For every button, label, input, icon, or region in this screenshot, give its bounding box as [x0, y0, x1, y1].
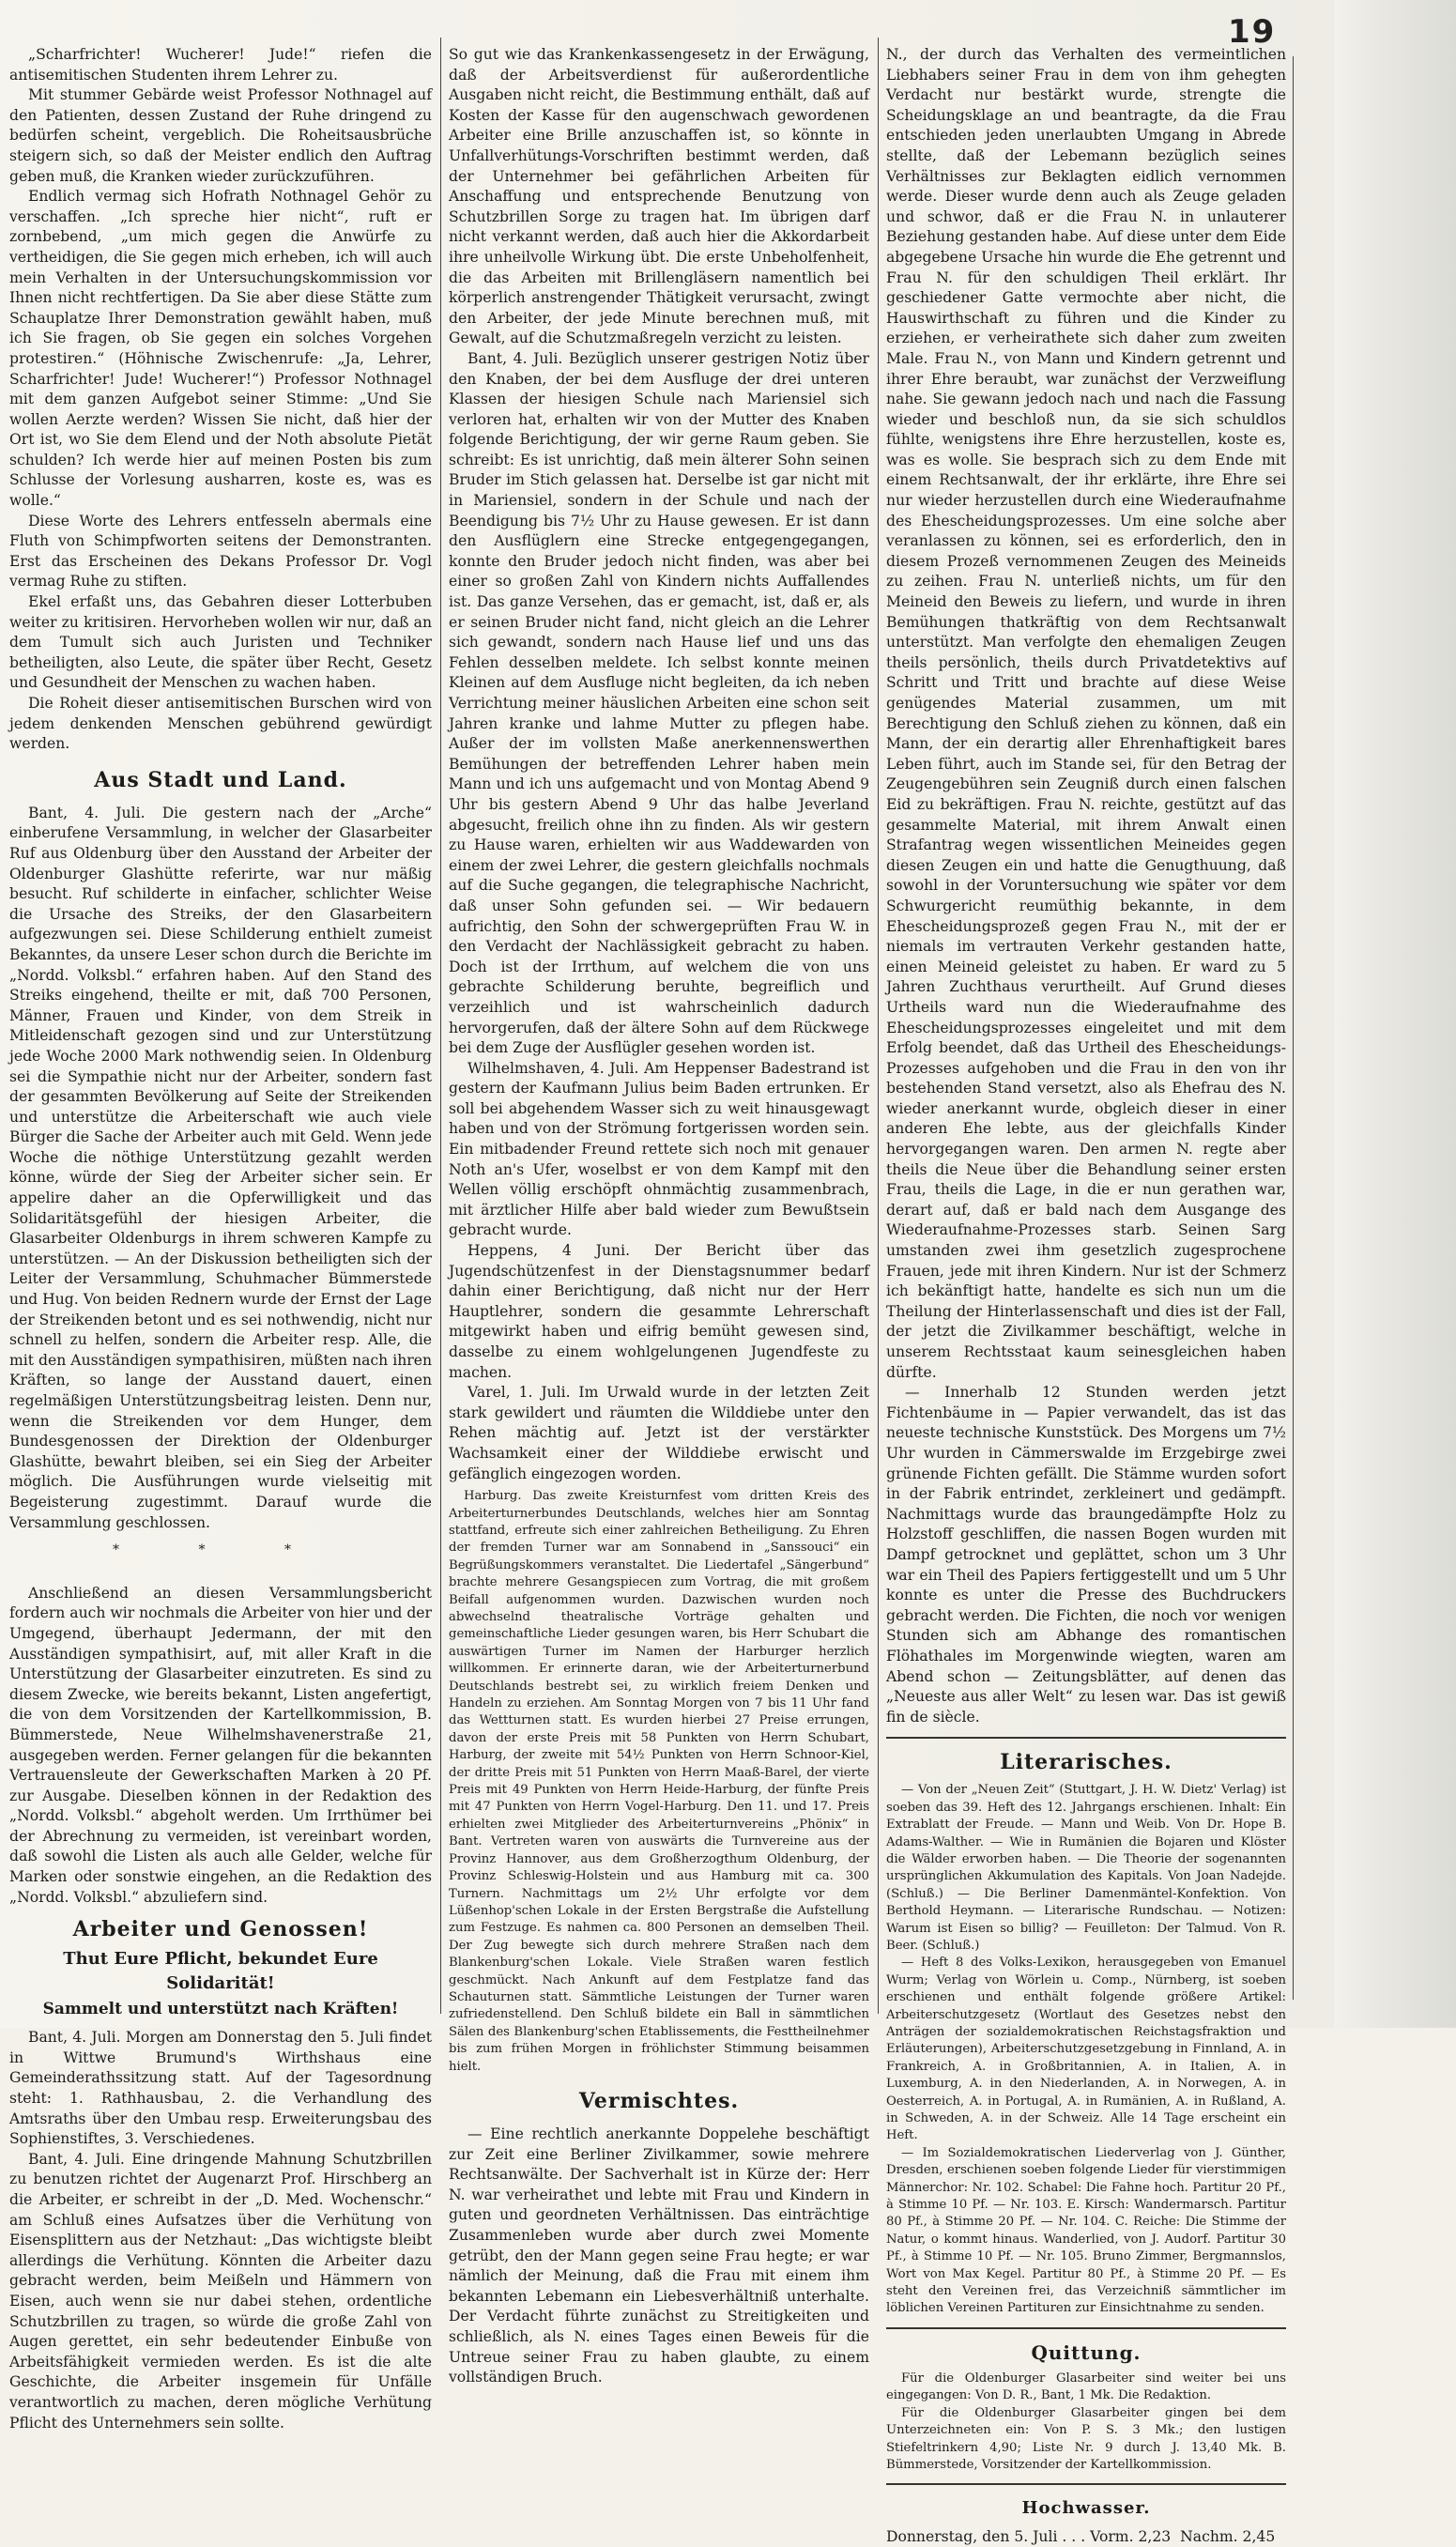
column-1 — [9, 45, 432, 2432]
article-paragraph: So gut wie das Krankenkassengesetz in der Erwägung, daß der Arbeitsverdienst für außerordentliche Ausgaben nicht reicht, die Bestimmung enthält, daß auf Kosten der Kasse für den augenschwach gewordenen Arbeiter eine Brille anzuschaffen ist, so könnte in Unfallverhütungs-Vorschriften bestimmt werden, daß der Unternehmer bei gefährlichen Arbeiten für Anschaffung und entsprechende Benutzung von Schutzbrillen Sorge zu tragen hat. Im übrigen darf nicht verkannt werden, daß auch hier die Akkordarbeit ihre unheilvolle Wirkung übt. Die erste Unbeholfenheit, die das Arbeiten mit Brillengläsern namentlich bei körperlich anstrengender Thätigkeit verursacht, zwingt den Arbeiter, der jede Minute berechnen muß, mit Gewalt, auf die Schutzmaßregeln verzicht zu leisten. — [449, 46, 869, 347]
column-3 — [886, 45, 1286, 2546]
article-paragraph: Die Roheit dieser antisemitischen Burschen wird von jedem denkenden Menschen gebührend gewürdigt werden. — [9, 695, 432, 753]
article-paragraph: Mit stummer Gebärde weist Professor Nothnagel auf den Patienten, dessen Zustand der Ruhe dringend zu bedürfen scheint, vergeblich. Die Roheitsausbrüche steigern sich, so daß der Meister endlich den Auftrag geben muß, die Kranken wieder zurückzuführen. — [9, 86, 432, 185]
section-heading-hochwasser: Hochwasser. — [1021, 2498, 1151, 2519]
heading-arbeiter-und-genossen: Arbeiter und Genossen! — [72, 1917, 369, 1942]
article-paragraph: Bant, 4. Juli. Bezüglich unserer gestrigen Notiz über den Knaben, der bei dem Ausfluge der drei unteren Klassen der hiesigen Schule nach Mariensiel sich verloren hat, erhalten wir von der Mutter des Knaben folgende Berichtigung, der wir gerne Raum geben. Sie schreibt: Es ist unrichtig, daß mein älterer Sohn seinen Bruder im Stich gelassen hat. Derselbe ist gar nicht mit in Mariensiel, sondern in der Schule und nach der Beendigung bis 7½ Uhr zu Hause gewesen. Er ist dann den Ausflüglern eine Strecke entgegengegangen, konnte den Bruder jedoch nicht finden, was aber bei einer so großen Zahl von Kindern nichts Auffallendes ist. Das ganze Versehen, das er gemacht, ist, daß er, als er seinen Bruder nicht fand, nicht gleich an die Lehrer sich gewandt, sondern nach Hause lief und uns das Fehlen desselben meldete. Ich selbst konnte meinen Kleinen auf dem Ausfluge nicht begleiten, da ich neben Verrichtung meiner häuslichen Arbeiten eine schon seit Jahren kranke und lahme Mutter zu pflegen habe. Außer der im vollsten Maße anerkennenswerthen Bemühungen der betreffenden Lehrer haben mein Mann und ich uns aufgemacht und von Montag Abend 9 Uhr bis gestern Abend 9 Uhr das halbe Jeverland abgesucht, freilich ohne ihn zu finden. Als wir gestern zu Hause waren, erhielten wir aus Waddewarden von einem der zwei Lehrer, die gestern gleichfalls nochmals auf die Suche gegangen, die telegraphische Nachricht, daß unser Sohn gefunden sei. — Wir bedauern aufrichtig, den Sohn der schwergeprüften Frau W. in den Verdacht der Nachlässigkeit gebracht zu haben. Doch ist der Irrthum, auf welchem die von uns gebrachte Schilderung beruhte, begreiflich und verzeihlich und ist wahrscheinlich dadurch hervorgerufen, daß der ältere Sohn auf dem Rückwege bei dem Zuge der Ausflügler gesehen worden ist. — [449, 349, 869, 1057]
section-heading-quittung: Quittung. — [1031, 2340, 1142, 2364]
column-2 — [449, 45, 869, 2386]
article-paragraph: Heppens, 4 Juni. Der Bericht über das Jugendschützenfest in der Dienstagsnummer bedarf dahin einer Berichtigung, daß nicht nur der Herr Hauptlehrer, sondern die gesammte Lehrerschaft mitgewirkt haben und eifrig bemüht gewesen sind, dasselbe zu einem wohlgelungenen Jugendfeste zu machen. — [449, 1242, 869, 1381]
scan-edge — [1334, 0, 1456, 2028]
article-paragraph-small: Harburg. Das zweite Kreisturnfest vom dritten Kreis des Arbeiterturnerbundes Deutschlands, welches hier am Sonntag stattfand, erfreute sich einer zahlreichen Betheiligung. Zu Ehren der fremden Turner war am Sonnabend in „Sanssouci“ ein Begrüßungskommers veranstaltet. Die Liedertafel „Sängerbund“ brachte mehrere Gesangspiecen zum Vortrag, die mit großem Beifall aufgenommen wurden. Dazwischen wurden noch abwechselnd theatralische Vorträge gehalten und gemeinschaftliche Lieder gesungen waren, bis Herr Schubart die auswärtigen Turner im Namen der Harburger herzlich willkommen. Er erinnerte daran, wie der Arbeiterturnerbund Deutschlands bestrebt sei, zu wirklich freiem Denken und Handeln zu erziehen. Am Sonntag Morgen von 7 bis 11 Uhr fand das Wettturnen statt. Es wurden hierbei 27 Preise errungen, davon der erste Preis mit 58 Punkten von Herrn Schubart, Harburg, der zweite mit 54½ Punkten von Herrn Schnoor-Kiel, der dritte Preis mit 51 Punkten von Herrn Maaß-Barel, der vierte Preis mit 49 Punkten von Herrn Heide-Harburg, der fünfte Preis mit 47 Punkten von Herrn Vogel-Harburg. Den 11. und 17. Preis erhielten zwei Mitglieder des Arbeiterturnvereins „Phönix“ in Bant. Vertreten waren von auswärts die Turnvereine aus der Provinz Hannover, aus dem Großherzogthum Oldenburg, der Provinz Schleswig-Holstein und aus Hamburg mit ca. 300 Turnern. Nachmittags um 2½ Uhr erfolgte vor dem Lüßenhop'schen Lokale in der Ersten Bergstraße die Aufstellung zum Festzuge. Es nahmen ca. 800 Personen an demselben Theil. Der Zug bewegte sich durch mehrere Straßen nach dem Blankenburg'schen Lokale. Viele Straßen waren festlich geschmückt. Nach Ankunft auf dem Festplatze fand das Schauturnen statt. Sämmtliche Leistungen der Turner waren zufriedenstellend. Den Schluß bildete ein Ball in sämmtlichen Sälen des Blankenburg'schen Etablissements, die Festtheilnehmer bis zum frühen Morgen in fröhlichster Stimmung beisammen hielt. — [449, 1489, 869, 2074]
article-paragraph-small: — Heft 8 des Volks-Lexikon, herausgegeben von Emanuel Wurm; Verlag von Wörlein u. Comp., Nürnberg, ist soeben erschienen und enthält folgende größere Artikel: Arbeiterschutzgesetz (Wortlaut des Gesetzes nebst den Anträgen der sozialdemokratischen Reichstagsfraktion und Erläuterungen), Arbeiterschutzgesetzgebung in Finnland, A. in Frankreich, A. in Großbritannien, A. in Italien, A. in Luxemburg, A. in den Niederlanden, A. in Norwegen, A. in Oesterreich, A. in Portugal, A. in Rumänien, A. in Rußland, A. in Schweden, A. in der Schweiz. Alle 14 Tage erscheint ein Heft. — [886, 1956, 1286, 2143]
article-paragraph: „Scharfrichter! Wucherer! Jude!“ riefen die antisemitischen Studenten ihrem Lehrer zu. — [9, 46, 432, 84]
section-heading-literarisches: Literarisches. — [1000, 1750, 1172, 1775]
article-paragraph: Varel, 1. Juli. Im Urwald wurde in der letzten Zeit stark gewildert und räumten die Wilddiebe unter den Rehen mächtig auf. Jetzt ist der verstärkter Wachsamkeit einer der Wilddiebe erwischt und gefänglich eingezogen worden. — [449, 1384, 869, 1482]
article-paragraph-small: — Von der „Neuen Zeit“ (Stuttgart, J. H. W. Dietz' Verlag) ist soeben das 39. Heft des 12. Jahrgangs erschienen. Inhalt: Ein Extrablatt der Freude. — Mann und Weib. Von Dr. Hope B. Adams-Walther. — Wie in Rumänien die Bojaren und Klöster die Wälder erworben haben. — Die Theorie der sogenannten ursprünglichen Akkumulation des Kapitals. Von Joan Nadejde. (Schluß.) — Die Berliner Damenmäntel-Konfektion. Von Berthold Heymann. — Literarische Rundschau. — Notizen: Warum ist Eisen so billig? — Feuilleton: Der Talmud. Von R. Beer. (Schluß.) — [886, 1783, 1286, 1953]
article-paragraph-small: Für die Oldenburger Glasarbeiter sind weiter bei uns eingegangen: Von D. R., Bant, 1 Mk. Die Redaktion. — [886, 2371, 1286, 2403]
page-edge-rule — [1293, 56, 1294, 2000]
appeal-paragraph: Anschließend an diesen Versammlungsbericht fordern auch wir nochmals die Arbeiter von hier und der Umgegend, überhaupt Jedermann, der mit den Ausständigen sympathisirt, auf, mit aller Kraft in die Unterstützung der Glasarbeiter einzutreten. Es sind zu diesem Zwecke, wie bereits bekannt, Listen angefertigt, die von dem Vorsitzenden der Kartellkommission, B. Bümmerstede, Neue Wilhelmshavenerstraße 21, ausgegeben werden. Ferner gelangen für die bekannten Vertrauensleute der Gewerkschaften Marken à 20 Pf. zur Ausgabe. Dieselben können in der Redaktion des „Nordd. Volksbl.“ abgeholt werden. Um Irrthümer bei der Abrechnung zu vermeiden, ist vereinbart worden, daß sowohl die Listen als auch alle Gelder, welche für Marken oder sonstwie eingehen, an die Redaktion des „Nordd. Volksbl.“ abzuliefern sind. — [9, 1584, 432, 1906]
section-separator-stars: * * * — [113, 1542, 329, 1558]
article-paragraph: N., der durch das Verhalten des vermeintlichen Liebhabers seiner Frau in dem von ihm gehegten Verdacht nur bestärkt wurde, strengte die Scheidungsklage an und beantragte, da die Frau entschieden jeden unerlaubten Umgang in Abrede stellte, daß der Lebemann bezüglich seines Verhältnisses zur Beklagten eidlich vernommen werde. Dieser wurde denn auch als Zeuge geladen und schwor, daß er die Frau N. in unlauterer Beziehung gestanden habe. Auf diese unter dem Eide abgegebene Ursache hin wurde die Ehe getrennt und Frau N. für den schuldigen Theil erklärt. Ihr geschiedener Gatte vermochte aber nicht, die Hauswirthschaft zu führen und die Kinder zu erziehen, er verheirathete sich daher zum zweiten Male. Frau N., von Mann und Kindern getrennt und ihrer Ehre beraubt, war zunächst der Verzweiflung nahe. Sie gewann jedoch nach und nach die Fassung wieder und beschloß nun, da sie sich schuldlos fühlte, wenigstens ihre Ehre herzustellen, koste es, was es wolle. Sie besprach sich zu dem Ende mit einem Rechtsanwalt, der ihr erklärte, ihre Ehre sei nur wieder herzustellen durch eine Wiederaufnahme des Ehescheidungsprozesses. Um eine solche aber veranlassen zu können, sei es erforderlich, den in diesem Prozeß vernommenen Zeugen des Meineids zu zeihen. Frau N. unterließ nichts, um für den Meineid den Beweis zu liefern, und wurde in ihren Bemühungen thatkräftig von dem Rechtsanwalt unterstützt. Man verfolgte den ehemaligen Zeugen theils persönlich, theils durch Privatdetektivs auf Schritt und Tritt und brachte auf diese Weise genügendes Material zusammen, um mit Berechtigung den Schluß ziehen zu können, daß ein Mann, der ein derartig aller Ehrenhaftigkeit bares Leben führt, auch im Stande sei, für den Betrag der Zeugengebühren sein Zeugniß durch einen falschen Eid zu bekräftigen. Frau N. reichte, gestützt auf das gesammelte Material, mit ihrem Anwalt einen Strafantrag wegen wissentlichen Meineides gegen diesen Zeugen ein und hatte die Genugthuung, daß sowohl in der Voruntersuchung wie später vor dem Schwurgericht reumüthig bekannte, in dem Ehescheidungsprozeß gegen Frau N., mit der er niemals im vertrauten Verkehr gestanden hatte, einen Meineid geleistet zu haben. Er ward zu 5 Jahren Zuchthaus verurtheilt. Auf Grund dieses Urtheils ward nun die Wiederaufnahme des Ehescheidungsprozesses eingeleitet und mit dem Erfolg beendet, daß das Urtheil des Ehescheidungs-Prozesses aufgehoben und die Frau in den von ihr bestehenden Stand versetzt, also als Ehefrau des N. wieder anerkannt wurde, obgleich dieser in einer anderen Ehe lebte, aus der gleichfalls Kinder hervorgegangen waren. Den armen N. regte aber theils die Neue über die Behandlung seiner ersten Frau, theils die Lage, in die er nun gerathen war, derart auf, daß er bald nach dem Ausgange des Wiederaufnahme-Prozesses starb. Seinen Sarg umstanden zwei ihm gesetzlich zugesprochene Frauen, jede mit ihren Kindern. Nur ist der Schmerz ich bekänftigt hatte, handelte es sich nun um die Theilung der Hinterlassenschaft und dies ist der Fall, der jetzt die Zivilkammer beschäftigt, welche in unserem Rechtsstaat kaum seinesgleichen haben dürfte. — [886, 46, 1286, 1381]
article-paragraph-small: — Im Sozialdemokratischen Liederverlag von J. Günther, Dresden, erschienen soeben folgende Lieder für vierstimmigen Männerchor: Nr. 102. Schabel: Die Fahne hoch. Partitur 20 Pf., à Stimme 10 Pf. — Nr. 103. E. Kirsch: Wandermarsch. Partitur 80 Pf., à Stimme 20 Pf. — Nr. 104. C. Reiche: Die Stimme der Natur, o kommt hinaus. Wanderlied, von J. Audorf. Partitur 30 Pf., à Stimme 10 Pf. — Nr. 105. Bruno Zimmer, Bergmannslos, Wort von Max Kegel. Partitur 80 Pf., à Stimme 20 Pf. — Es steht den Vereinen frei, das Verzeichniß sämmtlicher im löblichen Vereinen Partituren zur Einsichtnahme zu senden. — [886, 2145, 1286, 2316]
article-paragraph: — Eine rechtlich anerkannte Doppelehe beschäftigt zur Zeit eine Berliner Zivilkammer, sowie mehrere Rechtsanwälte. Der Sachverhalt ist in Kürze der: Herr N. war verheirathet und lebte mit Frau und Kindern in guten und geordneten Verhältnissen. Das einträchtige Zusammenleben wurde aber durch zwei Momente getrübt, den der Mann gegen seine Frau hegte; er war nämlich der Meinung, daß die Frau mit einem ihm bekannten Lebemann ein Liebesverhältniß unterhalte. Der Verdacht führte zunächst zu Streitigkeiten und schließlich, als N. eines Tages einen Beweis für die Untreue seiner Frau zu haben glaubte, zu einem vollständigen Bruch. — [449, 2125, 869, 2386]
section-heading-vermischtes: Vermischtes. — [578, 2088, 740, 2113]
article-paragraph: Bant, 4. Juli. Die gestern nach der „Arche“ einberufene Versammlung, in welcher der Glasarbeiter Ruf aus Oldenburg über den Ausstand der Arbeiter der Oldenburger Glashütte referirte, war nur mäßig besucht. Ruf schilderte in einfacher, schlichter Weise die Ursache des Streiks, der den Glasarbeitern aufgezwungen sei. Diese Schilderung enthielt zumeist Bekanntes, da unsere Leser schon durch die Berichte im „Nordd. Volksbl.“ erfahren haben. Auf den Stand des Streiks eingehend, theilte er mit, daß 700 Personen, Männer, Frauen und Kinder, von dem Streik in Mitleidenschaft gezogen sind und zur Unterstützung jede Woche 2000 Mark nothwendig seien. In Oldenburg sei die Sympathie nicht nur der Arbeiter, sondern fast der gesammten Bevölkerung auf Seite der Streikenden und unterstütze die Arbeiterschaft wie auch viele Bürger die Sache der Arbeiter auch mit Geld. Wenn jede Woche die nöthige Unterstützung gezahlt werden könne, würde der Sieg der Arbeiter sicher sein. Er appelire daher an die Opferwilligkeit und das Solidaritätsgefühl der hiesigen Arbeiter, die Glasarbeiter Oldenburgs in ihrem schweren Kampfe zu unterstützen. — An der Diskussion betheiligten sich der Leiter der Versammlung, Schuhmacher Bümmerstede und Hug. Von beiden Rednern wurde der Ernst der Lage der Streikenden betont und es sei nothwendig, nicht nur schnell zu helfen, sondern die Arbeiter resp. Alle, die mit den Ausständigen sympathisiren, müßten nach ihren Kräften, so lange der Ausstand dauert, einen regelmäßigen Unterstützungsbeitrag leisten. Denn nur, wenn die Streikenden vor dem Hunger, dem Bundesgenossen der Direktion der Oldenburger Glashütte, bewahrt bleiben, sei ein Sieg der Arbeiter möglich. Die Ausführungen wurde vielseitig mit Begeisterung zugestimmt. Darauf wurde die Versammlung geschlossen. — [9, 804, 432, 1531]
article-paragraph: Wilhelmshaven, 4. Juli. Am Heppenser Badestrand ist gestern der Kaufmann Julius beim Baden ertrunken. Er soll bei abgehendem Wasser sich zu weit hinausgewagt haben und von der Strömung fortgerissen worden sein. Ein mitbadender Freund rettete sich noch mit genauer Noth an's Ufer, woselbst er von dem Kampf mit den Wellen völlig erschöpft ohnmächtig zusammenbrach, mit ärztlicher Hilfe aber bald wieder zum Bewußtsein gebracht wurde. — [449, 1059, 869, 1239]
article-paragraph-small: Für die Oldenburger Glasarbeiter gingen bei dem Unterzeichneten ein: Von P. S. 3 Mk.; den lustigen Stiefeltrinkern 4,90; Liste Nr. 9 durch J. 13,40 Mk. B. Bümmerstede, Vorsitzender der Kartellkommission. — [886, 2405, 1286, 2472]
article-paragraph: Bant, 4. Juli. Morgen am Donnerstag den 5. Juli findet in Wittwe Brumund's Wirthshaus eine Gemeinderathssitzung statt. Auf der Tagesordnung steht: 1. Rathhausbau, 2. die Verhandlung des Amtsraths über den Umbau resp. Erweiterungsbau des Sophienstiftes, 3. Verschiedenes. — [9, 2029, 432, 2148]
column-rule-2 — [878, 38, 879, 2014]
section-divider — [886, 2483, 1286, 2485]
article-paragraph: Endlich vermag sich Hofrath Nothnagel Gehör zu verschaffen. „Ich spreche hier nicht“, ruft er zornbebend, „um mich gegen die Anwürfe zu vertheidigen, die Sie gegen mich erheben, ich will auch mein Verhalten in der Untersuchungskommission vor Ihnen nicht rechtfertigen. Da Sie aber diese Stätte zum Schauplatze Ihrer Demonstration gewählt haben, muß ich Sie fragen, ob Sie gegen ein solches Vorgehen protestiren.“ (Höhnische Zwischenrufe: „Ja, Lehrer, Scharfrichter! Jude! Wucherer!“) Professor Nothnagel mit dem ganzen Aufgebot seiner Stimme: „Und Sie wollen Aerzte werden? Wissen Sie nicht, daß hier der Ort ist, wo Sie dem Elend und der Noth absolute Pietät schulden? Ich werde hier auf meinen Posten bis zum Schlusse der Vorlesung ausharren, koste es, was es wolle.“ — [9, 188, 432, 510]
subheading-sammelt: Sammelt und unterstützt nach Kräften! — [42, 2000, 399, 2019]
column-rule-1 — [440, 38, 441, 2014]
article-paragraph: Bant, 4. Juli. Eine dringende Mahnung Schutzbrillen zu benutzen richtet der Augenarzt Prof. Hirschberg an die Arbeiter, er schreibt in der „D. Med. Wochenschr.“ am Schluß eines Aufsatzes über die Verhütung von Eisensplittern aus der Netzhaut: „Das wichtigste bleibt allerdings die Verhütung. Könnten die Arbeiter dazu gebracht werden, beim Meißeln und Hämmern von Eisen, auch wenn sie nur dabei stehen, ordentliche Schutzbrillen zu tragen, so würde die große Zahl von Augen gerettet, ein sehr bedeutender Einbuße von Arbeitsfähigkeit vermieden werden. Es ist die alte Geschichte, die Arbeiter insgemein für Unfälle verantwortlich zu machen, deren mögliche Verhütung Pflicht des Unternehmers sein sollte. — [9, 2150, 432, 2432]
section-heading-stadt-und-land: Aus Stadt und Land. — [94, 767, 347, 792]
article-paragraph: Ekel erfaßt uns, das Gebahren dieser Lotterbuben weiter zu kritisiren. Hervorheben wollen wir nur, daß an dem Tumult sich auch Juristen und Techniker betheiligten, also Leute, die später über Recht, Gesetz und Gesundheit der Menschen zu wachen haben. — [9, 593, 432, 692]
article-paragraph: Diese Worte des Lehrers entfesseln abermals eine Fluth von Schimpfworten seitens der Demonstranten. Erst das Erscheinen des Dekans Professor Dr. Vogl vermag Ruhe zu stiften. — [9, 512, 432, 591]
section-divider — [886, 1737, 1286, 1739]
page-number: 19 — [1228, 13, 1277, 51]
subheading-solidaritaet: Thut Eure Pflicht, bekundet Eure Solidarität! — [63, 1949, 378, 1994]
tide-table-line: Donnerstag, den 5. Juli . . . Vorm. 2,23 Nachm. 2,45 — [886, 2528, 1276, 2546]
section-divider — [886, 2327, 1286, 2329]
article-paragraph: — Innerhalb 12 Stunden werden jetzt Fichtenbäume in — Papier verwandelt, das ist das neueste technische Kunststück. Des Morgens um 7½ Uhr wurden in Cämmerswalde im Erzgebirge zwei grünende Fichten gefällt. Die Stämme wurden sofort in der Fabrik entrindet, zerkleinert und gedämpft. Nachmittags wurde das braungedämpfte Holz zu Holzstoff geschliffen, die nassen Bogen wurden mit Dampf getrocknet und geplättet, schon um 3 Uhr war ein Theil des Papiers fertiggestellt und um 5 Uhr konnte es unter die Presse des Buchdruckers gebracht werden. Die Fichten, die noch vor wenigen Stunden sich am Abhange des romantischen Flöhathales im Morgenwinde wiegten, waren am Abend schon — Zeitungsblätter, auf denen das „Neueste aus aller Welt“ zu lesen war. Das ist gewiß fin de siècle. — [886, 1384, 1286, 1726]
